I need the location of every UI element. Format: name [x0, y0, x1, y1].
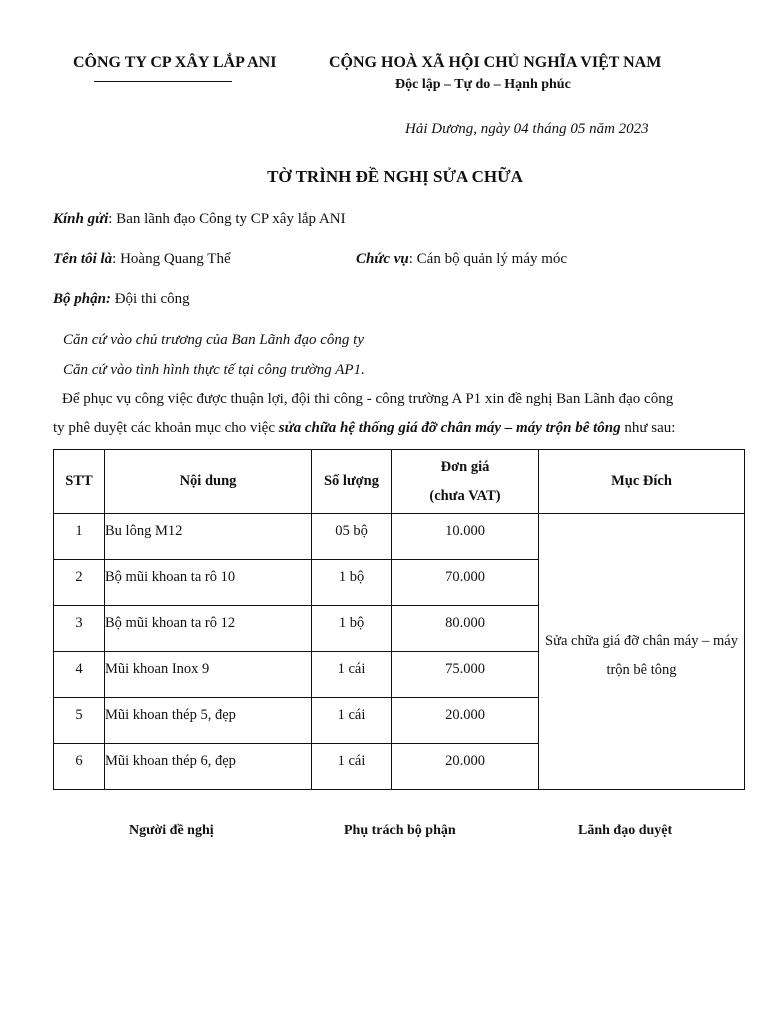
- cell-price: 20.000: [392, 744, 539, 790]
- cell-stt: 5: [54, 698, 105, 744]
- cell-qty: 1 cái: [312, 698, 392, 744]
- requester-name-line: [53, 251, 231, 268]
- cell-qty: 1 bộ: [312, 560, 392, 606]
- recipient-label: Kính gửi: [53, 211, 109, 227]
- cell-content: Mũi khoan thép 6, đẹp: [105, 744, 312, 790]
- cell-price: 75.000: [392, 652, 539, 698]
- cell-stt: 3: [54, 606, 105, 652]
- department-label: Bộ phận:: [53, 291, 111, 307]
- cell-price: 20.000: [392, 698, 539, 744]
- signature-proposer: Người đề nghị: [129, 823, 214, 838]
- basis-line: Căn cứ vào tình hình thực tế tại công trường AP1.: [63, 362, 365, 378]
- basis-line: Căn cứ vào chủ trương của Ban Lãnh đạo công ty: [63, 332, 364, 348]
- recipient-value: : Ban lãnh đạo Công ty CP xây lắp ANI: [108, 211, 346, 227]
- signature-approver: Lãnh đạo duyệt: [578, 823, 673, 838]
- cell-qty: 1 cái: [312, 652, 392, 698]
- position-value: : Cán bộ quản lý máy móc: [408, 251, 568, 267]
- header-stt: STT: [54, 450, 105, 514]
- name-label: Tên tôi là: [53, 251, 113, 267]
- table-header-row: [54, 450, 745, 514]
- paragraph-end: như sau:: [620, 420, 676, 436]
- header-content: Nội dung: [105, 450, 312, 514]
- cell-qty: 05 bộ: [312, 514, 392, 560]
- header-price-line2: (chưa VAT): [429, 487, 501, 504]
- department-value: Đội thi công: [110, 291, 190, 307]
- header-purpose: Mục Đích: [539, 450, 745, 514]
- cell-stt: 2: [54, 560, 105, 606]
- repair-subject: sửa chữa hệ thống giá đỡ chân máy – máy trộn bê tông: [278, 420, 621, 436]
- cell-price: 70.000: [392, 560, 539, 606]
- cell-purpose: Sửa chữa giá đỡ chân máy – máy trộn bê tông: [539, 514, 745, 790]
- cell-price: 10.000: [392, 514, 539, 560]
- header-price: [392, 450, 539, 514]
- requester-position-line: [356, 251, 567, 268]
- header-price-line1: Đơn giá: [440, 458, 490, 475]
- cell-stt: 1: [54, 514, 105, 560]
- department-line: [53, 291, 190, 308]
- cell-content: Bộ mũi khoan ta rô 12: [105, 606, 312, 652]
- national-title: CỘNG HOÀ XÃ HỘI CHỦ NGHĨA VIỆT NAM: [329, 54, 662, 71]
- cell-stt: 6: [54, 744, 105, 790]
- company-underline: [94, 81, 232, 82]
- company-name: CÔNG TY CP XÂY LẮP ANI: [73, 54, 277, 71]
- cell-content: Bộ mũi khoan ta rô 10: [105, 560, 312, 606]
- cell-content: Mũi khoan Inox 9: [105, 652, 312, 698]
- items-table: [53, 449, 745, 790]
- paragraph-start: ty phê duyệt các khoản mục cho việc: [53, 420, 279, 436]
- cell-qty: 1 bộ: [312, 606, 392, 652]
- cell-content: Bu lông M12: [105, 514, 312, 560]
- cell-price: 80.000: [392, 606, 539, 652]
- document-title: TỜ TRÌNH ĐỀ NGHỊ SỬA CHỮA: [267, 167, 523, 186]
- name-value: : Hoàng Quang Thể: [112, 251, 231, 267]
- position-label: Chức vụ: [356, 251, 409, 267]
- header-qty: Số lượng: [312, 450, 392, 514]
- recipient-line: [53, 211, 346, 228]
- document-date: Hải Dương, ngày 04 tháng 05 năm 2023: [405, 121, 649, 137]
- cell-stt: 4: [54, 652, 105, 698]
- cell-qty: 1 cái: [312, 744, 392, 790]
- request-paragraph-line: Để phục vụ công việc được thuận lợi, đội thi công - công trường A P1 xin đề nghị Ban Lãnh đạo công: [62, 391, 674, 407]
- request-paragraph-line: [53, 420, 675, 437]
- national-motto: Độc lập – Tự do – Hạnh phúc: [395, 77, 571, 92]
- cell-content: Mũi khoan thép 5, đẹp: [105, 698, 312, 744]
- table-row: [54, 514, 745, 560]
- signature-dept-head: Phụ trách bộ phận: [344, 823, 456, 838]
